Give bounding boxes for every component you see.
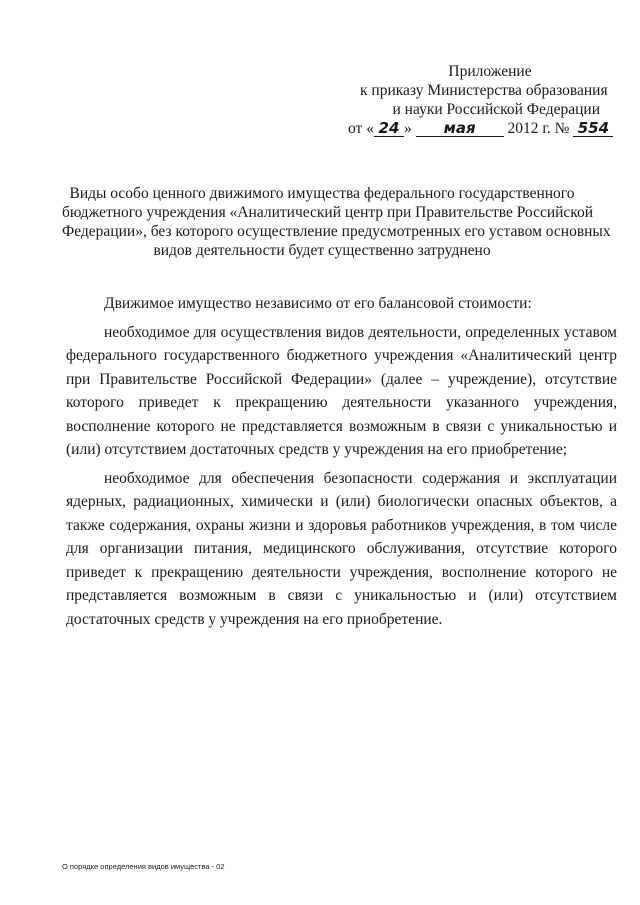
order-prefix: от « (348, 120, 374, 137)
order-number-handwritten: 554 (573, 120, 613, 137)
appendix-title: Приложение (448, 63, 532, 80)
order-day-handwritten: 24 (374, 120, 404, 137)
page-footer: О порядке определения видов имущества - 02 (62, 862, 225, 871)
order-date-line (348, 119, 610, 138)
appendix-line-1: к приказу Министерства образования (360, 82, 608, 99)
title-line: видов деятельности будет существенно затруднено (153, 242, 491, 259)
appendix-header (348, 62, 610, 138)
order-mid: » (403, 120, 412, 137)
appendix-line-2: и науки Российской Федерации (392, 101, 600, 118)
body-paragraph: необходимое для осуществления видов деятельности, определенных уставом федерального государственного бюджетного учреждения «Аналитический центр при Правительстве Российской Федерации» (далее – учреждение), отсутствие которого приведет к прекращению деятельности указанного учреждения, восполнение которого не представляется возможным в связи с уникальностью и (или) отсутствием достаточных средств у учреждения на его приобретение; (66, 323, 617, 458)
lead-paragraph: Движимое имущество независимо от его балансовой стоимости: (104, 295, 532, 312)
document-body (66, 292, 617, 636)
title-line: бюджетного учреждения «Аналитический центр при Правительстве Российской (62, 204, 594, 221)
order-year: 2012 г. № (507, 120, 570, 137)
document-title (62, 184, 611, 260)
title-line: Виды особо ценного движимого имущества федерального государственного (69, 185, 575, 202)
body-paragraph: необходимое для обеспечения безопасности содержания и эксплуатации ядерных, радиационных, химически и (или) биологически опасных объектов, а также содержания, охраны жизни и здоровья работников учреждения, в том числе для организации питания, медицинского обслуживания, отсутствие которого приведет к прекращению деятельности учреждения, восполнение которого не представляется возможным в связи с уникальностью и (или) отсутствием достаточных средств у учреждения на его приобретение. (66, 469, 617, 628)
title-line: Федерации», без которого осуществление предусмотренных его уставом основных (62, 223, 611, 240)
order-month-handwritten: мая (416, 120, 504, 137)
